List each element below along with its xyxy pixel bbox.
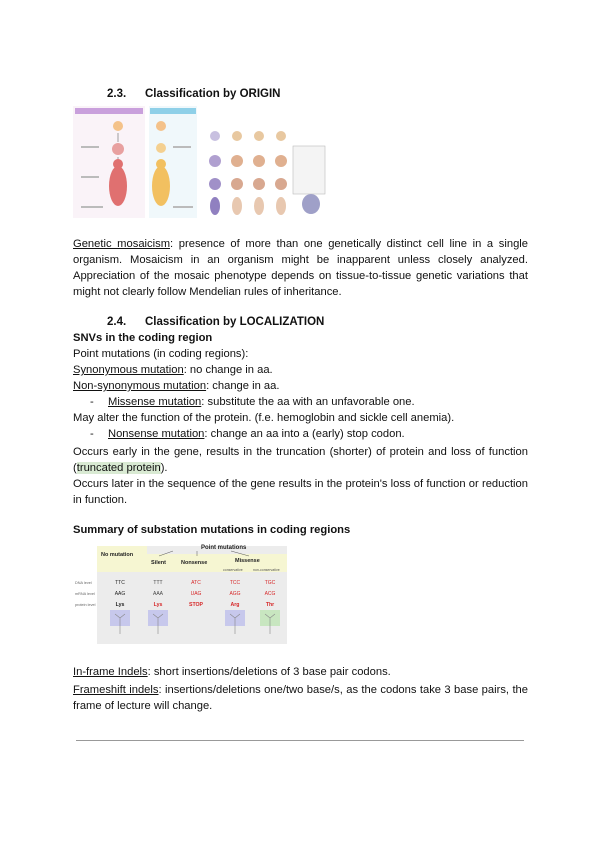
missense-term: Missense mutation — [108, 396, 202, 408]
cell-mrna: AAA — [152, 591, 164, 597]
early-text: Occurs early in the gene, results in the truncation (shorter) of protein and loss of function ( — [73, 446, 528, 474]
section-number: 2.4. — [107, 316, 127, 328]
summary-heading: Summary of substation mutations in coding regions — [73, 524, 351, 536]
missense-text: : substitute the aa with an unfavorable one. — [201, 396, 415, 408]
cell-dna: ATC — [191, 580, 201, 586]
early-text-end: ). — [160, 462, 168, 474]
nonsense-text: : change an aa into a (early) stop codon. — [204, 428, 405, 440]
cell-protein: Thr — [265, 602, 275, 608]
non-conservative-label: non-conservative — [253, 568, 280, 572]
no-mutation-header: No mutation — [101, 552, 134, 558]
cell-protein: Lys — [153, 602, 163, 608]
inframe-line — [73, 666, 391, 678]
truncated-protein-highlight: truncated protein — [76, 462, 161, 474]
cell-dna: TTT — [153, 580, 163, 586]
inframe-term: In-frame Indels — [73, 666, 148, 678]
synonymous-text: : no change in aa. — [183, 364, 273, 376]
mosaic-body-icon — [152, 166, 170, 206]
cell-mrna: UAG — [190, 591, 202, 597]
non-synonymous-line — [73, 380, 279, 392]
section-title: Classification by LOCALIZATION — [145, 316, 325, 328]
row-label: DNA level — [75, 581, 92, 585]
row-labels — [75, 581, 96, 607]
bullet-dash: - — [90, 428, 94, 440]
non-synonymous-text: : change in aa. — [206, 380, 280, 392]
mosaicism-text: : presence of more than one genetically distinct cell line in a single organism. Mosaicism in an organism might be inapparent unless closely analyzed. Appreciation of the mosaic phenotype depends on tissue-to-tissue genetic variations that might not clearly follow Mendelian rules of inheritance. — [73, 238, 529, 298]
zygote-icon — [112, 143, 124, 155]
frameshift-paragraph — [73, 682, 528, 714]
synonymous-line — [73, 364, 273, 376]
mosaicism-term: Genetic mosaicism — [73, 238, 171, 250]
nonsense-bullet — [90, 428, 405, 440]
bullet-dash: - — [90, 396, 94, 408]
body-icon — [109, 166, 127, 206]
page-divider — [76, 740, 524, 741]
early-paragraph — [73, 444, 528, 476]
inframe-text: : short insertions/deletions of 3 base pair codons. — [147, 666, 391, 678]
cell-protein: Arg — [230, 602, 240, 608]
conservative-label: conservative — [223, 568, 243, 572]
missense-header: Missense — [235, 558, 260, 564]
cell-mrna: AGG — [229, 591, 241, 597]
mosaicism-paragraph — [73, 236, 528, 300]
cell-protein: STOP — [188, 602, 204, 608]
frameshift-text: : insertions/deletions one/two base/s, as the codons take 3 base pairs, the frame of lecture will change. — [73, 684, 528, 712]
point-mutations-line: Point mutations (in coding regions): — [73, 348, 249, 360]
synonymous-term: Synonymous mutation — [73, 364, 184, 376]
mosaicism-figure — [73, 106, 328, 218]
cell-dna: TTC — [115, 580, 125, 586]
may-alter-line: May alter the function of the protein. (f.e. hemoglobin and sickle cell anemia). — [73, 412, 455, 424]
frameshift-term: Frameshift indels — [73, 684, 159, 696]
section-2-3-heading — [107, 88, 280, 100]
cell-mrna: ACG — [264, 591, 276, 597]
mutation-summary-figure — [73, 540, 289, 646]
non-synonymous-term: Non-synonymous mutation — [73, 380, 207, 392]
nonsense-header: Nonsense — [181, 560, 208, 566]
row-label: protein level — [75, 603, 96, 607]
germline-panel — [73, 106, 145, 218]
nonsense-term: Nonsense mutation — [108, 428, 205, 440]
section-number: 2.3. — [107, 88, 127, 100]
somatic-panel-header — [150, 108, 196, 114]
silent-header: Silent — [151, 560, 166, 566]
row-label: mRNA level — [75, 592, 95, 596]
missense-bullet — [90, 396, 415, 408]
germline-panel-header — [75, 108, 143, 114]
cell-mrna: AAG — [114, 591, 126, 597]
section-title: Classification by ORIGIN — [145, 88, 281, 100]
snv-heading: SNVs in the coding region — [73, 332, 213, 344]
gamete-icon — [113, 121, 123, 131]
cell-protein: Lys — [115, 602, 125, 608]
embryo-grid — [209, 131, 325, 215]
cell-dna: TGC — [264, 580, 276, 586]
section-2-4-heading — [107, 316, 324, 328]
point-mutations-label: Point mutations — [201, 545, 247, 551]
later-paragraph: Occurs later in the sequence of the gene results in the protein's loss of function or reduction in function. — [73, 478, 528, 506]
cell-dna: TCC — [229, 580, 241, 586]
